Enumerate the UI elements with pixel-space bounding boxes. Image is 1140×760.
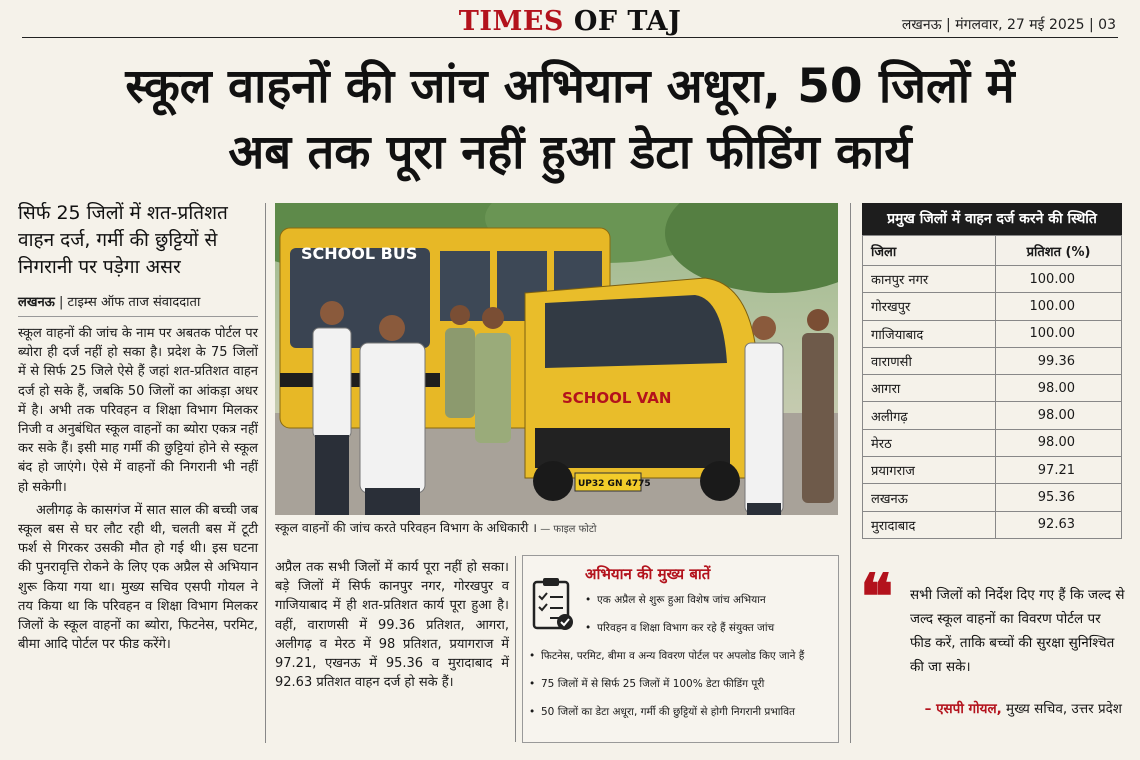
highlight-item: • एक अप्रैल से शुरू हुआ विशेष जांच अभियान bbox=[585, 594, 766, 606]
highlight-item: • परिवहन व शिक्षा विभाग कर रहे हैं संयुक्त जांच bbox=[585, 622, 775, 634]
table-row: गोरखपुर 100.00 bbox=[863, 293, 1122, 320]
table-row: मुरादाबाद 92.63 bbox=[863, 511, 1122, 538]
byline-reporter: टाइम्स ऑफ ताज संवाददाता bbox=[67, 295, 201, 310]
article-body-middle bbox=[275, 558, 509, 692]
column-header-percent: प्रतिशत (%) bbox=[996, 236, 1122, 266]
byline bbox=[18, 292, 258, 317]
pull-quote: सभी जिलों को निर्देश दिए गए हैं कि जल्द से जल्द स्कूल वाहनों का विवरण पोर्टल पर फीड करें, ताकि बच्चों की सुरक्षा सुनिश्चित की जा सके। bbox=[910, 587, 1125, 675]
byline-place: लखनऊ bbox=[18, 295, 55, 310]
headline bbox=[20, 54, 1120, 186]
subheadline: सिर्फ 25 जिलों में शत-प्रतिशत वाहन दर्ज, गर्मी की छुट्टियों से निगरानी पर पड़ेगा असर bbox=[18, 202, 228, 278]
quote-mark-icon: ❝ bbox=[860, 560, 894, 633]
quote-author: एसपी गोयल, bbox=[936, 701, 1002, 717]
headline-line-2: अब तक पूरा नहीं हुआ डेटा फीडिंग कार्य bbox=[228, 125, 912, 180]
photo-caption: स्कूल वाहनों की जांच करते परिवहन विभाग के अधिकारी । — फाइल फोटो bbox=[275, 520, 597, 535]
masthead bbox=[22, 4, 1118, 38]
article-paragraph: अलीगढ़ के कासगंज में सात साल की बच्ची जब स्कूल बस से घर लौट रही थी, चलती बस में टूटी फर्श से गिरकर उसकी मौत हो गई थी। इस घटना की पुनरावृत्ति रोकने के लिए एक अप्रैल से अभियान शुरू किया गया था। मुख्य सचिव एसपी गोयल ने तय किया था कि परिवहन व शिक्षा विभाग मिलकर जिलों के स्कूल वाहनों का ब्योरा, फिटनेस, परमिट, बीमा आदि पोर्टल पर फीड करेंगे। bbox=[18, 502, 258, 653]
column-header-district: जिला bbox=[863, 236, 996, 266]
van-sign: SCHOOL VAN bbox=[562, 389, 672, 407]
district-table bbox=[862, 235, 1122, 539]
news-photo bbox=[275, 203, 838, 515]
table-row: लखनऊ 95.36 bbox=[863, 484, 1122, 511]
number-plate: UP32 GN 4775 bbox=[578, 479, 651, 489]
byline-separator: | bbox=[54, 295, 68, 310]
article-paragraph: स्कूल वाहनों की जांच के नाम पर अबतक पोर्टल पर ब्योरा ही दर्ज नहीं हो सका है। प्रदेश के 75 जिलों में से सिर्फ 25 जिले ऐसे हैं जहां शत-प्रतिशत वाहन दर्ज हो सके हैं, जबकि 50 जिलों का आंकड़ा अधर में है। अभी तक परिवहन व शिक्षा विभाग मिलकर निजी व अनुबंधित स्कूल वाहनों का ब्योरा एकत्र नहीं कर सके हैं। इसी माह गर्मी की छुट्टियां होने से स्कूल बंद हो जाएंगे। ऐसे में वाहनों की निगरानी भी नहीं हो सकेगी। bbox=[18, 326, 258, 495]
article-body-left bbox=[18, 324, 258, 654]
headline-line-1: स्कूल वाहनों की जांच अभियान अधूरा, 50 जिलों में bbox=[125, 59, 1015, 114]
highlight-item: • 75 जिलों में से सिर्फ 25 जिलों में 100% डेटा फीडिंग पूरी bbox=[529, 678, 765, 690]
highlights-title: अभियान की मुख्य बातें bbox=[585, 565, 711, 583]
photo-credit: — फाइल फोटो bbox=[537, 524, 597, 535]
article-paragraph: अप्रैल तक सभी जिलों में कार्य पूरा नहीं हो सका। बड़े जिलों में सिर्फ कानपुर नगर, गोरखपुर व गाजियाबाद में ही शत-प्रतिशत कार्य पूरा हुआ है। वहीं, वाराणसी में 99.36 प्रतिशत, आगरा, अलीगढ़ व मेरठ में 98 प्रतिशत, प्रयागराज में 97.21, एखनऊ में 95.36 व मुरादाबाद में 92.63 प्रतिशत वाहन दर्ज हो सके हैं। bbox=[275, 560, 509, 691]
table-row: वाराणसी 99.36 bbox=[863, 347, 1122, 374]
bus-sign: SCHOOL BUS bbox=[301, 244, 418, 263]
table-row: कानपुर नगर 100.00 bbox=[863, 266, 1122, 293]
column-divider bbox=[265, 203, 266, 743]
highlights-list bbox=[529, 594, 835, 734]
district-status-table bbox=[862, 203, 1122, 539]
column-divider bbox=[850, 203, 851, 743]
table-row: मेरठ 98.00 bbox=[863, 429, 1122, 456]
table-row: प्रयागराज 97.21 bbox=[863, 457, 1122, 484]
table-title: प्रमुख जिलों में वाहन दर्ज करने की स्थिति bbox=[862, 203, 1122, 235]
table-row: आगरा 98.00 bbox=[863, 375, 1122, 402]
school-vehicles-illustration bbox=[275, 203, 838, 515]
highlights-box bbox=[522, 555, 839, 743]
highlight-item: • 50 जिलों का डेटा अधूरा, गर्मी की छुट्टियों से होगी निगरानी प्रभावित bbox=[529, 706, 796, 718]
table-header-row bbox=[863, 236, 1122, 266]
quote-attribution: – एसपी गोयल, मुख्य सचिव, उत्तर प्रदेश bbox=[924, 701, 1122, 717]
column-divider bbox=[515, 556, 516, 742]
quote-author-role: मुख्य सचिव, उत्तर प्रदेश bbox=[1001, 701, 1122, 717]
dateline: लखनऊ | मंगलवार, 27 मई 2025 | 03 bbox=[901, 17, 1116, 33]
table-row: अलीगढ़ 98.00 bbox=[863, 402, 1122, 429]
newspaper-logo: TIMES OF TAJ bbox=[458, 6, 682, 37]
highlight-item: • फिटनेस, परमिट, बीमा व अन्य विवरण पोर्टल पर अपलोड किए जाने हैं bbox=[529, 650, 805, 662]
table-row: गाजियाबाद 100.00 bbox=[863, 320, 1122, 347]
